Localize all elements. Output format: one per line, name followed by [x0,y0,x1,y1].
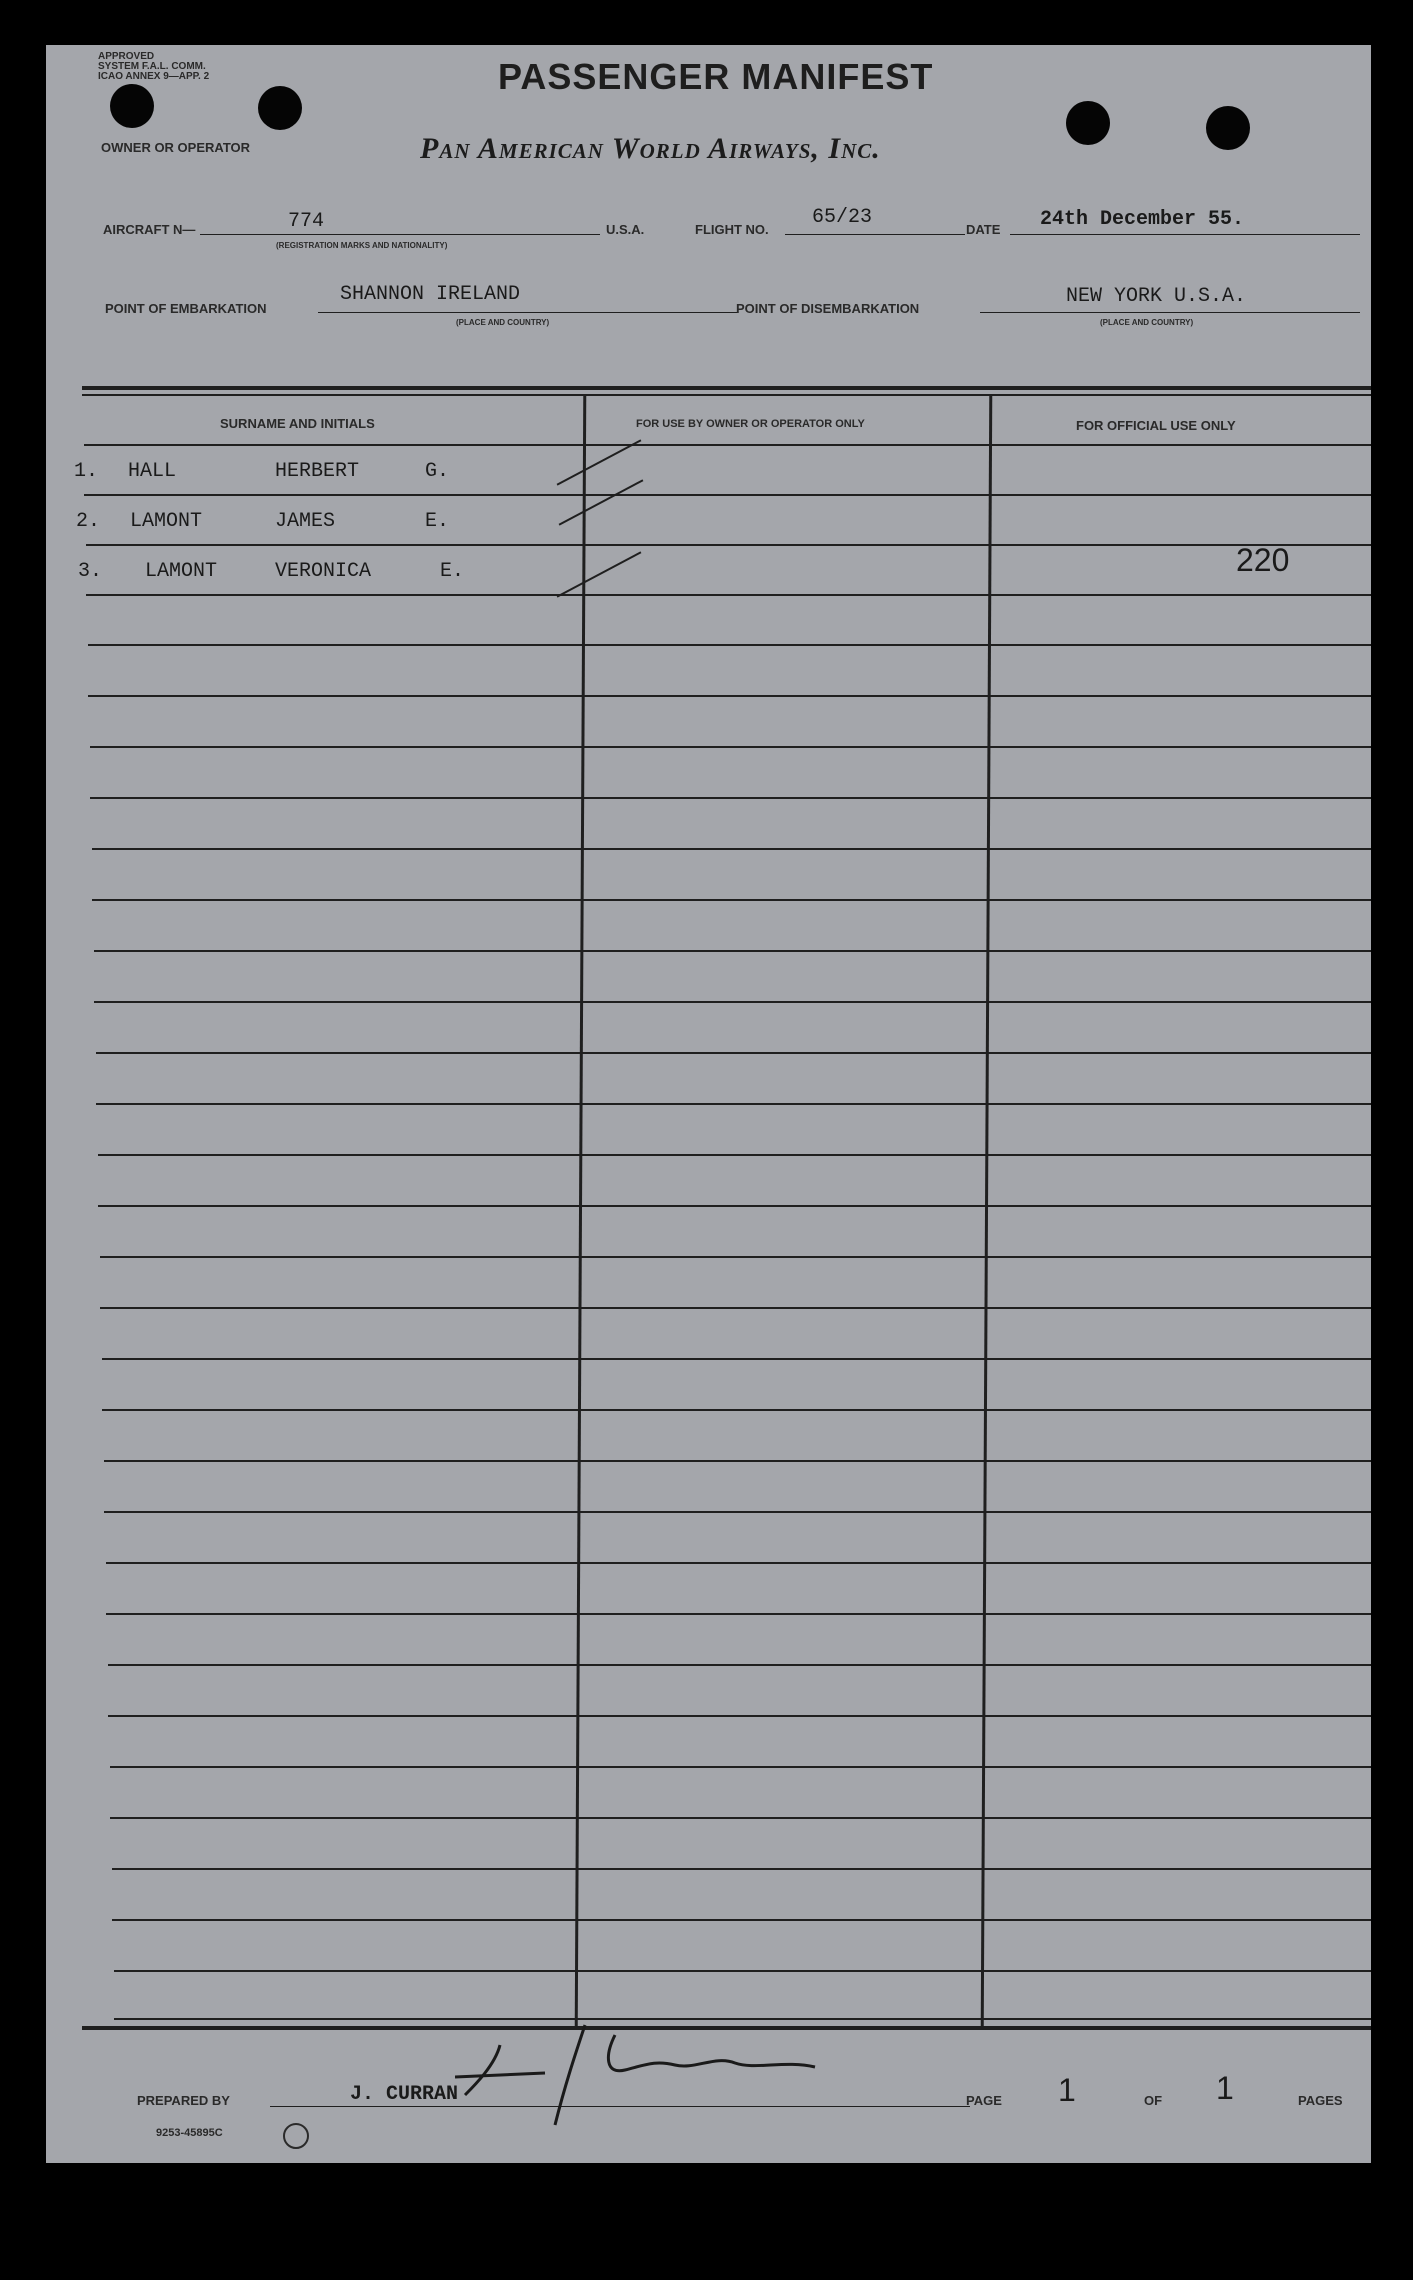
passenger-surname: HALL [128,460,177,483]
row-rule [88,695,1371,697]
union-bug-icon [283,2123,309,2149]
row-rule [92,899,1371,901]
flight-label: FLIGHT NO. [695,222,769,237]
row-rule [100,1307,1371,1309]
row-rule [94,950,1371,952]
column-header-operator: FOR USE BY OWNER OR OPERATOR ONLY [636,418,865,430]
prepared-by-label: PREPARED BY [137,2093,230,2108]
airline-name: Pan American World Airways, Inc. [420,132,881,165]
passenger-initial: E. [440,560,465,583]
signature-stroke [555,2025,585,2125]
embarkation-sub-label: (PLACE AND COUNTRY) [456,318,550,327]
approval-note [98,52,209,82]
punch-hole [1066,101,1110,145]
row-rule [110,1766,1371,1768]
disembarkation-underline [980,312,1360,313]
row-rule [96,1103,1371,1105]
signature-stroke [465,2045,500,2095]
of-label: OF [1144,2093,1163,2108]
owner-label: OWNER OR OPERATOR [101,140,251,155]
official-handwritten-note: 220 [1236,542,1290,578]
row-rule [112,1868,1371,1870]
page-value: 1 [1058,2072,1076,2108]
row-rule [108,1715,1371,1717]
passenger-initial: E. [425,510,450,533]
passenger-first-name: HERBERT [275,460,360,483]
passenger-initial: G. [425,460,450,483]
row-rule [94,1001,1371,1003]
row-rule [98,1154,1371,1156]
aircraft-value: 774 [288,210,325,233]
punch-hole [110,84,154,128]
row-rule [84,494,1371,496]
row-rule [90,797,1371,799]
usa-label: U.S.A. [606,222,645,237]
column-header-surname: SURNAME AND INITIALS [220,416,375,431]
aircraft-sub-label: (REGISTRATION MARKS AND NATIONALITY) [276,241,448,250]
embarkation-label: POINT OF EMBARKATION [105,301,267,316]
row-rule [86,594,1371,596]
row-rule [86,544,1371,546]
embarkation-underline [318,312,738,313]
row-rule [84,444,1371,446]
disembarkation-sub-label: (PLACE AND COUNTRY) [1100,318,1194,327]
row-rule [114,1970,1371,1972]
approval-line: SYSTEM F.A.L. COMM. [98,61,206,72]
row-rule [98,1205,1371,1207]
punch-hole [1206,106,1250,150]
page-label: PAGE [966,2093,1002,2108]
form-number: 9253-45895C [156,2127,223,2139]
date-underline [1010,234,1360,235]
of-value: 1 [1216,2070,1234,2106]
passenger-first-name: VERONICA [275,560,372,583]
aircraft-label: AIRCRAFT N— [103,222,196,237]
row-rule [104,1511,1371,1513]
pages-label: PAGES [1298,2093,1343,2108]
table-top-rule [82,386,1371,390]
form-title: PASSENGER MANIFEST [498,56,934,97]
flight-value: 65/23 [812,206,873,229]
prepared-by-value: J. CURRAN [350,2083,459,2106]
date-label: DATE [966,222,1001,237]
handwritten-signature [455,2015,885,2135]
disembarkation-value: NEW YORK U.S.A. [1066,285,1247,308]
passenger-surname: LAMONT [130,510,203,533]
date-value: 24th December 55. [1040,208,1245,231]
row-rule [104,1460,1371,1462]
table-top-rule [82,394,1371,396]
punch-hole [258,86,302,130]
row-rule [102,1358,1371,1360]
disembarkation-label: POINT OF DISEMBARKATION [736,301,920,316]
row-number: 3. [78,560,103,583]
flight-underline [785,234,965,235]
aircraft-underline [200,234,600,235]
row-rule [96,1052,1371,1054]
approval-line: APPROVED [98,51,155,62]
row-number: 2. [76,510,101,533]
row-rule [100,1256,1371,1258]
passenger-surname: LAMONT [145,560,218,583]
row-rule [88,644,1371,646]
embarkation-value: SHANNON IRELAND [340,283,521,306]
row-rule [90,746,1371,748]
row-rule [112,1919,1371,1921]
passenger-first-name: JAMES [275,510,336,533]
row-number: 1. [74,460,99,483]
row-rule [106,1562,1371,1564]
row-rule [106,1613,1371,1615]
column-header-official: FOR OFFICIAL USE ONLY [1076,418,1236,433]
row-rule [92,848,1371,850]
approval-line: ICAO ANNEX 9—APP. 2 [98,71,210,82]
signature-stroke [455,2073,545,2077]
row-rule [108,1664,1371,1666]
row-rule [110,1817,1371,1819]
signature-stroke [608,2035,815,2071]
row-rule [102,1409,1371,1411]
